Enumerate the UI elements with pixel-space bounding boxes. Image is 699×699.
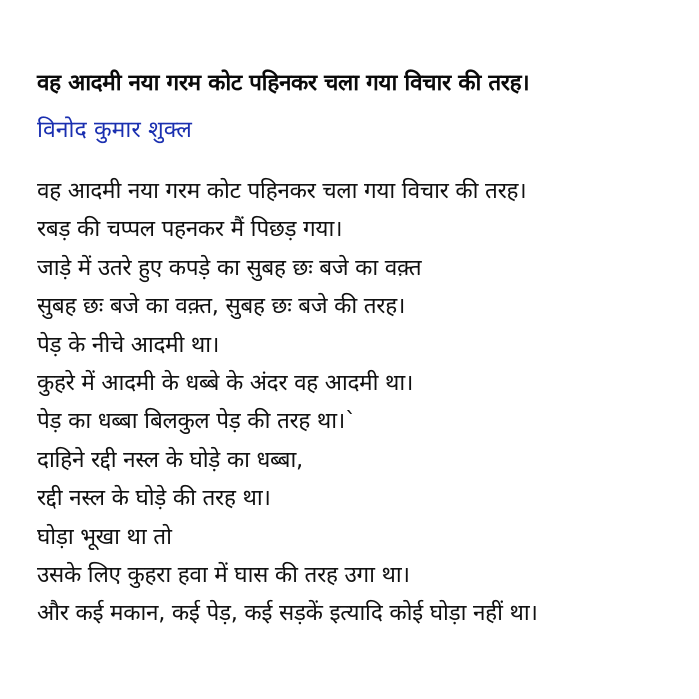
poem-line: दाहिने रद्दी नस्ल के घोड़े का धब्बा,: [37, 446, 303, 473]
poem-line: रद्दी नस्ल के घोड़े की तरह था।: [37, 485, 271, 512]
poem-author: विनोद कुमार शुक्ल: [37, 117, 192, 143]
poem-line: पेड़ का धब्बा बिलकुल पेड़ की तरह था।`: [37, 408, 356, 435]
poem-line: और कई मकान, कई पेड़, कई सड़कें इत्यादि कोई घोड़ा नहीं था।: [37, 600, 538, 627]
poem-line: रबड़ की चप्पल पहनकर मैं पिछड़ गया।: [37, 216, 343, 243]
poem-line: कुहरे में आदमी के धब्बे के अंदर वह आदमी था।: [37, 369, 414, 396]
poem-line: जाड़े में उतरे हुए कपड़े का सुबह छः बजे का वक़्त: [37, 254, 422, 281]
poem-line: सुबह छः बजे का वक़्त, सुबह छः बजे की तरह।: [37, 293, 406, 320]
poem-line: पेड़ के नीचे आदमी था।: [37, 331, 220, 358]
poem-line: उसके लिए कुहरा हवा में घास की तरह उगा था।: [37, 561, 410, 588]
poem-title: वह आदमी नया गरम कोट पहिनकर चला गया विचार की तरह।: [37, 70, 530, 96]
poem-body: [37, 172, 538, 633]
poem-line: वह आदमी नया गरम कोट पहिनकर चला गया विचार की तरह।: [37, 178, 527, 204]
poem-line: घोड़ा भूखा था तो: [37, 523, 172, 550]
